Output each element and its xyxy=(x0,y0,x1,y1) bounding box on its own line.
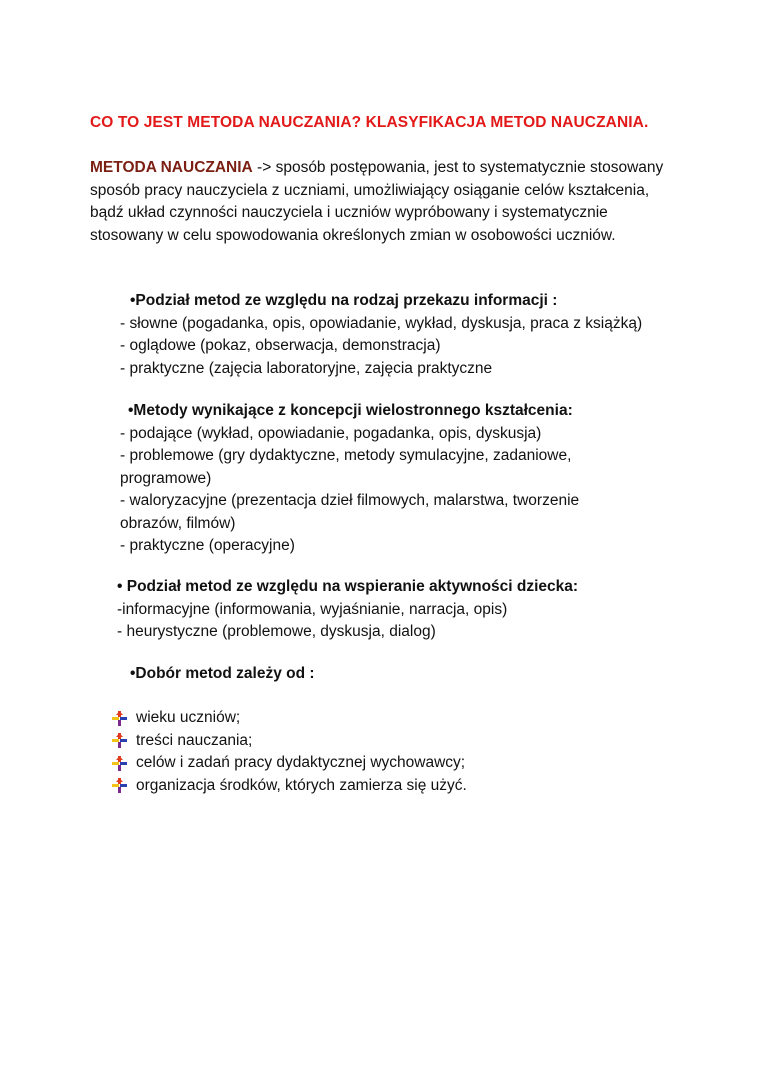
section-heading: •Metody wynikające z koncepcji wielostronnego kształcenia: xyxy=(128,402,573,419)
section-activity-methods xyxy=(117,576,697,644)
list-item: - waloryzacyjne (prezentacja dzieł filmowych, malarstwa, tworzenie xyxy=(120,492,580,509)
section-method-selection xyxy=(120,663,700,686)
list-item: obrazów, filmów) xyxy=(120,514,236,532)
list-item: - praktyczne (operacyjne) xyxy=(120,537,295,554)
section-heading: • Podział metod ze względu na wspieranie aktywności dziecka: xyxy=(117,578,579,595)
four-color-arrow-icon xyxy=(112,711,127,726)
four-color-arrow-icon xyxy=(112,733,127,748)
list-item: - heurystyczne (problemowe, dyskusja, dialog) xyxy=(117,623,436,640)
list-item: programowe) xyxy=(120,469,212,487)
list-item: - praktyczne (zajęcia laboratoryjne, zajęcia praktyczne xyxy=(120,359,493,377)
factor-label: celów i zadań pracy dydaktycznej wychowawcy; xyxy=(136,754,466,771)
list-item: - problemowe (gry dydaktyczne, metody symulacyjne, zadaniowe, xyxy=(120,447,572,464)
list-item: - oglądowe (pokaz, obserwacja, demonstracja) xyxy=(120,337,441,354)
section-transfer-methods xyxy=(120,290,700,380)
four-color-arrow-icon xyxy=(112,778,127,793)
section-multilateral-methods xyxy=(120,400,700,558)
list-item xyxy=(112,775,467,798)
section-heading: •Dobór metod zależy od : xyxy=(130,665,315,682)
factor-label: treści nauczania; xyxy=(136,731,253,749)
definition-text: -> sposób postępowania, jest to systematycznie stosowany sposób pracy nauczyciela z uczniami, umożliwiający osiąganie celów kształcenia, bądź układ czynności nauczyciela i uczniów wypróbowany i systematycznie stosowany w celu spowodowania określonych zmian w osobowości uczniów. xyxy=(90,159,664,244)
list-item xyxy=(112,752,467,775)
list-item: -informacyjne (informowania, wyjaśnianie, narracja, opis) xyxy=(117,600,508,618)
list-item xyxy=(112,730,467,753)
list-item: - słowne (pogadanka, opis, opowiadanie, wykład, dyskusja, praca z książką) xyxy=(120,314,643,332)
definition-term: METODA NAUCZANIA xyxy=(90,159,253,176)
list-item xyxy=(112,707,467,730)
factors-list xyxy=(112,707,467,797)
factor-label: organizacja środków, których zamierza się użyć. xyxy=(136,776,467,794)
four-color-arrow-icon xyxy=(112,756,127,771)
factor-label: wieku uczniów; xyxy=(136,709,241,726)
definition-paragraph xyxy=(90,157,680,247)
page-title: CO TO JEST METODA NAUCZANIA? KLASYFIKACJA METOD NAUCZANIA. xyxy=(90,114,649,131)
section-heading: •Podział metod ze względu na rodzaj przekazu informacji : xyxy=(130,292,558,309)
list-item: - podające (wykład, opowiadanie, pogadanka, opis, dyskusja) xyxy=(120,424,542,442)
